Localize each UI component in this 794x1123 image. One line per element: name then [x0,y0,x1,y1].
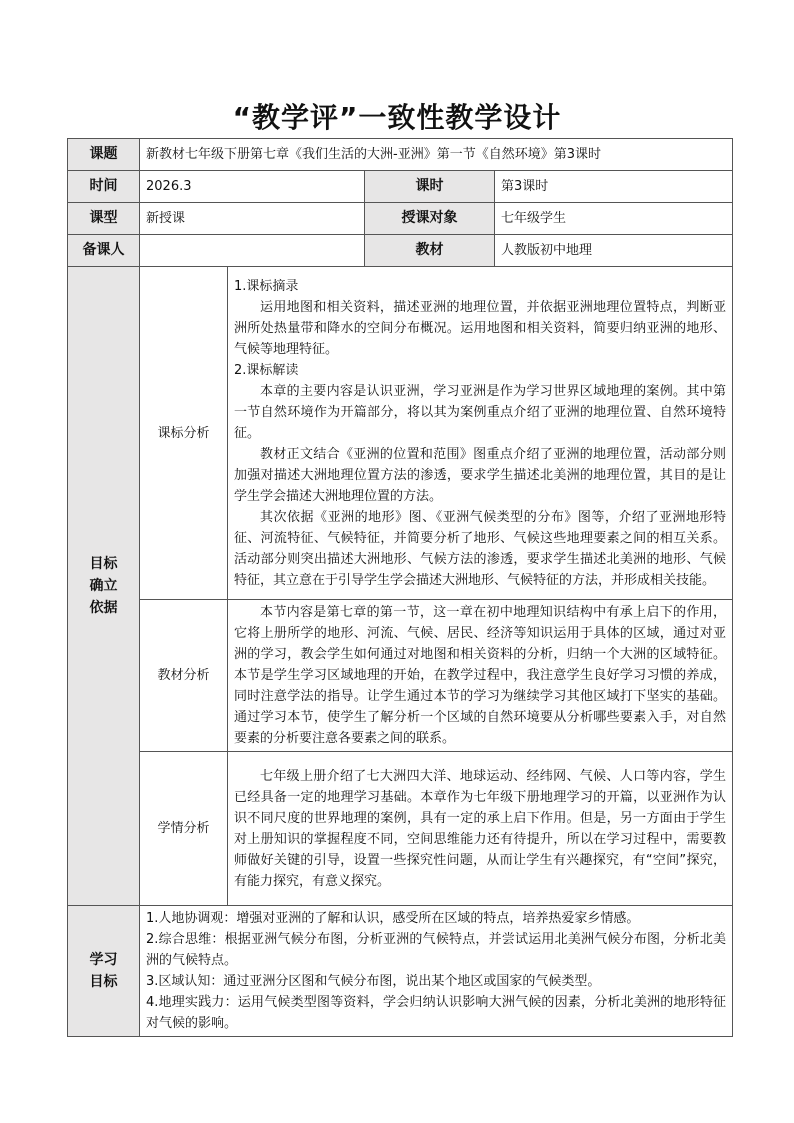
goal-item: 4.地理实践力：运用气候类型图等资料，学会归纳认识影响大洲气候的因素，分析北美洲的地形特征对气候的影响。 [146,995,727,1031]
goals-label-line-2: 目标 [89,974,118,990]
curriculum-paragraph: 运用地图和相关资料，描述亚洲的地理位置，并依据亚洲地理位置特点，判断亚洲所处热量带和降水的空间分布概况。运用地图和相关资料，简要归纳亚洲的地形、气候等地理特征。 [234,299,727,357]
curriculum-analysis-label: 课标分析 [140,267,228,600]
goal-item: 2.综合思维：根据亚洲气候分布图，分析亚洲的气候特点，并尝试运用北美洲气候分布图，分析北美洲的气候特点。 [146,932,727,968]
period-value: 第3课时 [495,171,733,203]
curriculum-heading-1: 1.课标摘录 [234,278,299,294]
preparer-value [140,235,365,267]
curriculum-paragraph: 其次依据《亚洲的地形》图、《亚洲气候类型的分布》图等，介绍了亚洲地形特征、河流特征、气候特征，并简要分析了地形、气候这些地理要素之间的相互关系。活动部分则突出描述大洲地形、气候方法的渗透，要求学生描述北美洲的地形、气候特征，其立意在于引导学生学会描述大洲地形、气候特征的方法，并形成相关技能。 [234,509,727,588]
row-time [68,171,733,203]
curriculum-analysis-content [228,267,733,600]
row-topic [68,139,733,171]
goal-item: 1.人地协调观：增强对亚洲的了解和认识，感受所在区域的特点，培养热爱家乡情感。 [146,911,640,926]
goals-label [68,906,140,1037]
topic-label: 课题 [68,139,140,171]
basis-label-line-1: 目标 [89,556,118,572]
row-preparer [68,235,733,267]
row-learner-analysis [68,752,733,906]
row-learning-goals [68,906,733,1037]
row-type [68,203,733,235]
textbook-analysis-content [228,600,733,752]
preparer-label: 备课人 [68,235,140,267]
row-curriculum-analysis [68,267,733,600]
lesson-design-table [67,138,733,1037]
learner-analysis-content [228,752,733,906]
time-value: 2026.3 [140,171,365,203]
audience-value: 七年级学生 [495,203,733,235]
basis-label [68,267,140,906]
textbook-label: 教材 [365,235,495,267]
learner-analysis-paragraph: 七年级上册介绍了七大洲四大洋、地球运动、经纬网、气候、人口等内容，学生已经具备一定的地理学习基础。本章作为七年级下册地理学习的开篇，以亚洲作为认识不同尺度的世界地理的案例，具有一定的承上启下作用。但是，另一方面由于学生对上册知识的掌握程度不同，空间思维能力还有待提升，所以在学习过程中，需要教师做好关键的引导，设置一些探究性问题，从而让学生有兴趣探究，有“空间”探究，有能力探究，有意义探究。 [234,768,727,889]
goal-item: 3.区域认知：通过亚洲分区图和气候分布图，说出某个地区或国家的气候类型。 [146,974,601,989]
type-value: 新授课 [140,203,365,235]
row-textbook-analysis [68,600,733,752]
goals-content [140,906,733,1037]
audience-label: 授课对象 [365,203,495,235]
document-title: “教学评”一致性教学设计 [232,101,562,134]
goals-label-line-1: 学习 [89,952,118,968]
textbook-analysis-label: 教材分析 [140,600,228,752]
textbook-value: 人教版初中地理 [495,235,733,267]
time-label: 时间 [68,171,140,203]
topic-value: 新教材七年级下册第七章《我们生活的大洲-亚洲》第一节《自然环境》第3课时 [140,139,733,171]
basis-label-line-2: 确立 [89,578,118,594]
curriculum-paragraph: 本章的主要内容是认识亚洲，学习亚洲是作为学习世界区域地理的案例。其中第一节自然环境作为开篇部分，将以其为案例重点介绍了亚洲的地理位置、自然环境特征。 [234,383,727,441]
basis-label-line-3: 依据 [89,600,118,616]
curriculum-paragraph: 教材正文结合《亚洲的位置和范围》图重点介绍了亚洲的地理位置，活动部分则加强对描述大洲地理位置方法的渗透，要求学生描述北美洲的地理位置，其目的是让学生学会描述大洲地理位置的方法。 [234,446,727,504]
type-label: 课型 [68,203,140,235]
curriculum-heading-2: 2.课标解读 [234,362,299,378]
period-label: 课时 [365,171,495,203]
textbook-analysis-paragraph: 本节内容是第七章的第一节，这一章在初中地理知识结构中有承上启下的作用，它将上册所学的地形、河流、气候、居民、经济等知识运用于具体的区域，通过对亚洲的学习，教会学生如何通过对地图和相关资料的分析，归纳一个大洲的区域特征。本节是学生学习区域地理的开始，在教学过程中，我注意学生良好学习习惯的养成，同时注意学法的指导。让学生通过本节的学习为继续学习其他区域打下坚实的基础。通过学习本节，使学生了解分析一个区域的自然环境要从分析哪些要素入手，对自然要素的分析要注意各要素之间的联系。 [234,605,727,746]
learner-analysis-label: 学情分析 [140,752,228,906]
